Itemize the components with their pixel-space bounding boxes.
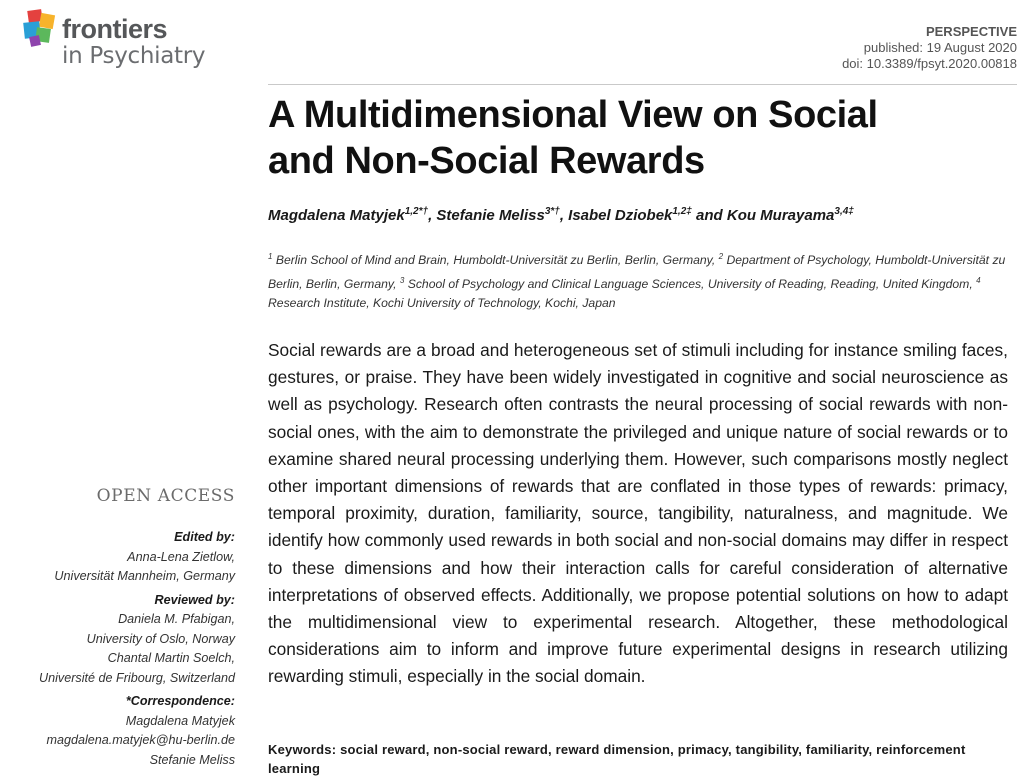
affiliations (268, 247, 1013, 314)
correspondent-name: Magdalena Matyjek (125, 713, 235, 728)
author-marks: 3*† (544, 206, 560, 217)
journal-subtitle: in Psychiatry (62, 43, 206, 69)
published-date: published: 19 August 2020 (863, 40, 1017, 55)
keywords-list: social reward, non-social reward, reward dimension, primacy, tangibility, familiarity, reinforcement learning (268, 742, 966, 776)
correspondent-email[interactable]: magdalena.matyjek@hu-berlin.de (46, 733, 235, 747)
author-list (268, 206, 1018, 224)
affiliation-text: School of Psychology and Clinical Language Sciences, University of Reading, Reading, United Kingdom, (404, 276, 977, 291)
article-meta (842, 24, 1017, 72)
affiliation-text: Research Institute, Kochi University of Technology, Kochi, Japan (268, 296, 616, 311)
author-separator: , (559, 207, 569, 224)
article-type: PERSPECTIVE (925, 24, 1017, 39)
journal-name: frontiers (62, 14, 168, 44)
reviewer-affiliation: University of Oslo, Norway (86, 631, 235, 646)
affiliation-text: Department of Psychology, Humboldt-Universität zu Berlin, Berlin, Germany, (268, 253, 1006, 291)
reviewer-affiliation: Université de Fribourg, Switzerland (39, 670, 235, 685)
author-marks: 1,2*† (404, 206, 429, 217)
journal-logo[interactable] (22, 8, 205, 68)
author-name[interactable]: Stefanie Meliss (436, 207, 545, 224)
author-name[interactable]: Magdalena Matyjek (268, 207, 405, 224)
edited-by-section (10, 528, 235, 587)
doi[interactable]: doi: 10.3389/fpsyt.2020.00818 (842, 56, 1017, 71)
author-marks: 1,2‡ (672, 206, 692, 217)
affiliation-number: 3 (399, 275, 405, 285)
author-separator: and (691, 207, 727, 224)
author-separator: , (428, 207, 437, 224)
affiliation-number: 1 (268, 252, 273, 261)
author-name[interactable]: Kou Murayama (726, 207, 835, 224)
affiliation-number: 4 (976, 275, 981, 285)
title-line-2: and Non-Social Rewards (268, 140, 705, 182)
correspondence-section (10, 692, 235, 770)
frontiers-logo-icon (22, 8, 58, 52)
keywords-label: Keywords: (268, 742, 337, 757)
keywords (268, 740, 1008, 778)
author-name[interactable]: Isabel Dziobek (568, 207, 673, 224)
editorial-sidebar (10, 528, 235, 774)
reviewed-by-heading: Reviewed by: (154, 592, 235, 607)
header-divider (268, 84, 1017, 85)
abstract-text: Social rewards are a broad and heterogeneous set of stimuli including for instance smiling faces, gestures, or praise. They have been widely investigated in cognitive and social neuroscience as well as psychology. Research often contrasts the neural processing of social rewards with non-social ones, with the aim to demonstrate the privileged and unique nature of social rewards or to examine shared neural processing underlying them. However, such comparisons mostly neglect other important dimensions of rewards that are conflated in those types of rewards: primacy, temporal proximity, duration, familiarity, source, tangibility, naturalness, and magnitude. We identify how commonly used rewards in both social and non-social domains may differ in respect to these dimensions and how their interaction calls for careful consideration of alternative interpretations of observed effects. Additionally, we propose potential solutions on how to adapt the multidimensional view to experimental research. Altogether, these methodological considerations aim to inform and improve future experimental designs in research utilizing rewarding stimuli, especially in the social domain. (268, 340, 1008, 687)
affiliation-number: 2 (718, 252, 724, 261)
journal-logo-text (62, 8, 205, 68)
affiliation-text: Berlin School of Mind and Brain, Humboldt-Universität zu Berlin, Berlin, Germany, (272, 253, 719, 268)
open-access-label: OPEN ACCESS (96, 486, 235, 506)
reviewed-by-section (10, 591, 235, 689)
article-title (268, 92, 1008, 184)
reviewer-name[interactable]: Daniela M. Pfabigan, (118, 612, 235, 626)
correspondent-name: Stefanie Meliss (149, 752, 235, 767)
edited-by-heading: Edited by: (174, 530, 235, 544)
title-line-1: A Multidimensional View on Social (268, 94, 878, 136)
author-marks: 3,4‡ (834, 206, 854, 217)
reviewer-name[interactable]: Chantal Martin Soelch, (107, 651, 235, 665)
correspondence-heading: *Correspondence: (125, 694, 235, 708)
editor-name[interactable]: Anna-Lena Zietlow, (127, 549, 235, 564)
editor-affiliation: Universität Mannheim, Germany (54, 569, 235, 583)
